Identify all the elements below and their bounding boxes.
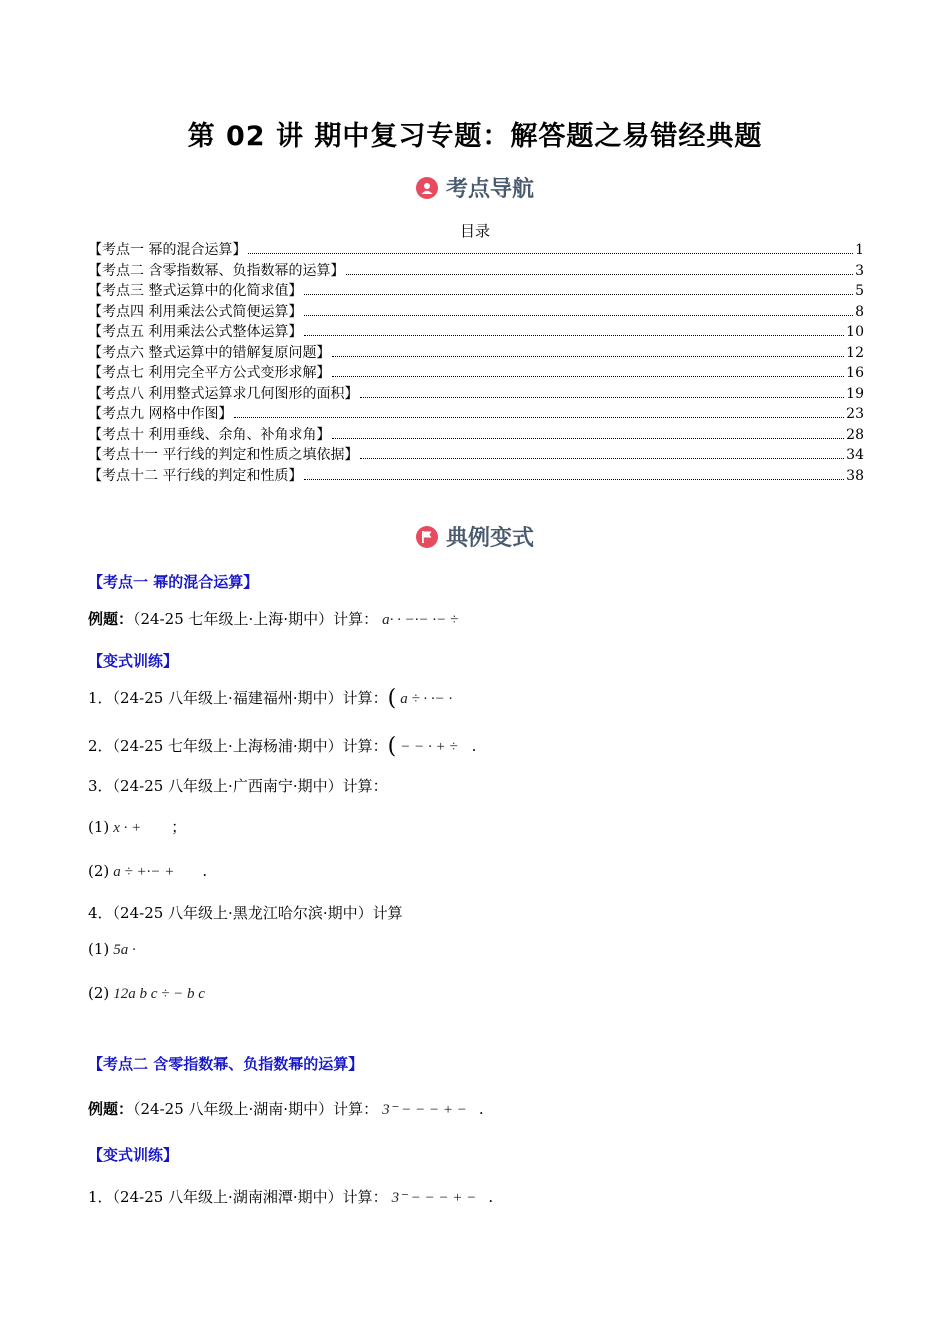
point2-heading: 【考点二 含零指数幂、负指数幂的运算】 [88,1055,364,1073]
example-label: 例题： [88,610,134,628]
banner-nav-label: 考点导航 [445,177,534,202]
question-number: 1． [88,1188,113,1206]
toc-entry-label: 【考点五 利用乘法公式整体运算】 [88,324,303,340]
example-text: （24-25 八年级上·湖南·期中）计算： [133,1100,379,1118]
point1-question-2 [88,734,476,759]
toc-entry-label: 【考点二 含零指数幂、负指数幂的运算】 [88,262,345,279]
question-number: 3． [88,777,113,795]
point1-question-3-part-2 [88,862,207,881]
part-label: (1) [88,818,110,836]
part-expression: 12a b c ÷ − b c [113,986,205,1002]
question-expression: − − · + ÷ [400,739,458,755]
table-of-contents [88,240,864,486]
banner-examples-label: 典例变式 [445,526,534,551]
point2-example [88,1098,484,1119]
toc-entry[interactable] [88,363,864,384]
point1-question-3-part-1 [88,816,186,837]
toc-entry-label: 【考点四 利用乘法公式简便运算】 [88,303,303,320]
question-text: （24-25 七年级上·上海杨浦·期中）计算： [112,737,388,755]
question-expression: a ÷ · ·− · [400,691,453,707]
toc-entry[interactable] [88,281,864,302]
toc-leader-dots [332,437,844,439]
toc-leader-dots [248,252,853,254]
toc-entry-page: 38 [846,467,864,484]
example-text: （24-25 七年级上·上海·期中）计算： [133,610,379,628]
point1-question-4-part-1 [88,940,136,959]
question-number: 2． [88,737,113,755]
toc-entry-page: 3 [855,262,864,279]
point1-heading: 【考点一 幂的混合运算】 [88,573,259,591]
question-text: （24-25 八年级上·黑龙江哈尔滨·期中）计算 [112,904,403,922]
question-end: . [488,1188,494,1206]
part-end: . [202,862,208,880]
toc-entry-label: 【考点九 网格中作图】 [88,406,233,422]
toc-leader-dots [304,478,844,480]
question-text: （24-25 八年级上·湖南湘潭·期中）计算： [112,1188,388,1206]
toc-entry-label: 【考点十 利用垂线、余角、补角求角】 [88,426,331,443]
point1-question-4-part-2 [88,984,205,1003]
toc-entry[interactable] [88,404,864,425]
toc-entry[interactable] [88,384,864,405]
toc-entry-page: 28 [846,426,864,443]
question-expression: 3⁻ − − − + − [391,1190,477,1206]
toc-entry-label: 【考点三 整式运算中的化简求值】 [88,283,303,299]
toc-leader-dots [304,334,844,336]
toc-entry-page: 1 [855,242,864,258]
point2-variant-heading: 【变式训练】 [88,1146,179,1164]
toc-heading: 目录 [459,222,490,240]
point1-question-1 [88,686,452,711]
toc-entry[interactable] [88,445,864,466]
point2-question-1 [88,1186,493,1207]
toc-entry-label: 【考点八 利用整式运算求几何图形的面积】 [88,385,359,402]
point1-question-3 [88,775,388,796]
toc-leader-dots [360,396,844,398]
example-label: 例题： [88,1100,134,1118]
toc-leader-dots [360,457,844,459]
flag-icon [416,526,438,548]
toc-entry-page: 10 [846,324,864,340]
toc-entry-page: 5 [855,283,864,299]
toc-leader-dots [332,375,844,377]
toc-entry[interactable] [88,302,864,323]
question-text: （24-25 八年级上·福建福州·期中）计算： [112,689,388,707]
example-expression: a· · −·− ·− ÷ [382,612,459,628]
part-label: (2) [88,984,110,1002]
toc-leader-dots [332,355,844,357]
toc-entry[interactable] [88,343,864,364]
question-number: 1． [88,689,113,707]
toc-entry[interactable] [88,240,864,261]
toc-entry-label: 【考点六 整式运算中的错解复原问题】 [88,344,331,361]
point1-example [88,608,458,629]
part-expression: a ÷ +·− + [113,864,175,880]
toc-entry-page: 19 [846,385,864,402]
toc-entry-page: 16 [846,365,864,381]
point1-question-4 [88,902,403,923]
toc-entry[interactable] [88,466,864,487]
part-expression: x · + [113,820,142,836]
page-title: 第 02 讲 期中复习专题：解答题之易错经典题 [187,121,763,152]
toc-entry-page: 8 [855,303,864,320]
person-icon [416,177,438,199]
example-end: . [478,1100,484,1118]
part-expression: 5a · [113,942,136,958]
toc-entry-label: 【考点七 利用完全平方公式变形求解】 [88,365,331,381]
toc-entry-label: 【考点十一 平行线的判定和性质之填依据】 [88,447,359,463]
part-end: ； [171,818,187,836]
part-label: (2) [88,862,110,880]
toc-leader-dots [304,314,853,316]
toc-entry-label: 【考点十二 平行线的判定和性质】 [88,467,303,484]
toc-leader-dots [304,293,853,295]
question-end: . [471,737,477,755]
toc-entry-page: 34 [846,447,864,463]
part-label: (1) [88,940,110,958]
toc-leader-dots [346,273,853,275]
toc-entry[interactable] [88,425,864,446]
toc-entry-page: 23 [846,406,864,422]
example-expression: 3⁻ − − − + − [382,1102,467,1118]
paren-glyph: ( [387,734,397,759]
toc-entry[interactable] [88,322,864,343]
point1-variant-heading: 【变式训练】 [88,652,179,670]
section-banner-examples [0,521,950,552]
toc-entry-page: 12 [846,344,864,361]
question-number: 4． [88,904,113,922]
toc-leader-dots [234,416,844,418]
question-text: （24-25 八年级上·广西南宁·期中）计算： [112,777,388,795]
paren-glyph: ( [387,686,397,711]
toc-entry-label: 【考点一 幂的混合运算】 [88,242,247,258]
section-banner-nav [0,172,950,203]
toc-entry[interactable] [88,261,864,282]
